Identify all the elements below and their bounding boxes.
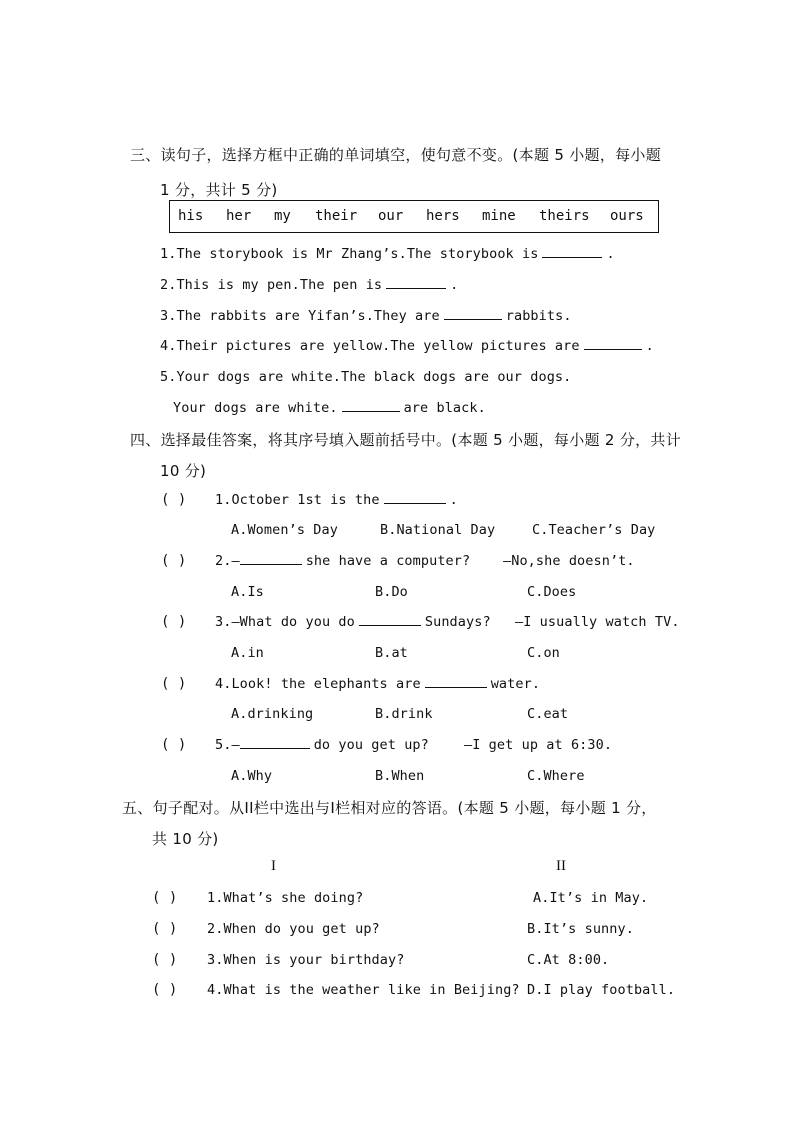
answer-blank[interactable] (584, 348, 642, 350)
s3-q1-text: 1.The storybook is Mr Zhang’s.The storybook is (160, 246, 539, 262)
s4-q2-reply: —No,she doesn’t. (503, 553, 635, 569)
s4-q2-text: 2.— (215, 553, 240, 569)
section3-heading-cont: 1 分，共计 5 分) (160, 181, 278, 199)
s4-q2-option-b: B.Do (375, 584, 408, 600)
word-item: mine (482, 208, 516, 224)
s4-q1-option-c: C.Teacher’s Day (532, 522, 656, 538)
answer-parenthesis[interactable]: ( ) (161, 676, 187, 692)
s4-q1-end: . (449, 492, 458, 508)
section5-heading: 五、句子配对。从II栏中选出与I栏相对应的答语。(本题 5 小题，每小题 1 分， (122, 799, 657, 817)
s5-answer-d: D.I play football. (527, 982, 676, 998)
s3-q3-text: 3.The rabbits are Yifan’s.They are (160, 308, 440, 324)
s3-question-2 (160, 277, 458, 293)
s3-question-3 (160, 308, 572, 324)
s4-q5-text-b: do you get up? (313, 737, 429, 753)
s3-question-4 (160, 338, 654, 354)
s3-q4-end: . (645, 338, 654, 354)
answer-parenthesis[interactable]: ( ) (161, 492, 187, 508)
s4-q3-option-a: A.in (231, 645, 264, 661)
s5-question-1: 1.What’s she doing? (207, 890, 364, 906)
s4-q3-text-b: Sundays? (424, 614, 491, 630)
column-two-label: II (556, 858, 566, 874)
word-item: his (178, 208, 204, 224)
answer-parenthesis[interactable]: ( ) (161, 737, 187, 753)
word-item: our (378, 208, 404, 224)
answer-blank[interactable] (386, 287, 446, 289)
answer-parenthesis[interactable]: ( ) (161, 614, 187, 630)
s4-question-5 (215, 737, 429, 753)
s4-q3-text: 3.—What do you do (215, 614, 355, 630)
s4-q2-option-a: A.Is (231, 584, 264, 600)
section3-heading: 三、读句子，选择方框中正确的单词填空，使句意不变。(本题 5 小题，每小题 (130, 146, 662, 164)
s4-q1-option-b: B.National Day (380, 522, 496, 538)
answer-blank[interactable] (359, 624, 421, 626)
section4-heading-cont: 10 分) (160, 462, 207, 480)
s4-q5-text: 5.— (215, 737, 240, 753)
s3-q4-text: 4.Their pictures are yellow.The yellow pictures are (160, 338, 580, 354)
s3-question-5: 5.Your dogs are white.The black dogs are our dogs. (160, 369, 572, 385)
s3-q1-end: . (606, 246, 615, 262)
answer-parenthesis[interactable]: ( ) (152, 921, 178, 937)
s4-question-3 (215, 614, 491, 630)
s5-question-4: 4.What is the weather like in Beijing? (207, 982, 520, 998)
s5-answer-a: A.It’s in May. (533, 890, 649, 906)
section4-heading: 四、选择最佳答案，将其序号填入题前括号中。(本题 5 小题，每小题 2 分，共计 (130, 431, 682, 449)
answer-blank[interactable] (444, 318, 502, 320)
s3-q5-end: are black. (403, 400, 486, 416)
s4-q5-reply: —I get up at 6:30. (464, 737, 613, 753)
s3-q2-text: 2.This is my pen.The pen is (160, 277, 383, 293)
s4-q5-option-a: A.Why (231, 768, 273, 784)
s4-q1-option-a: A.Women’s Day (231, 522, 338, 538)
s4-q4-option-a: A.drinking (231, 706, 314, 722)
s4-q5-option-b: B.When (375, 768, 425, 784)
word-item: hers (426, 208, 460, 224)
s4-q3-reply: —I usually watch TV. (515, 614, 680, 630)
column-one-label: I (271, 858, 276, 874)
s4-q1-text: 1.October 1st is the (215, 492, 380, 508)
answer-parenthesis[interactable]: ( ) (152, 982, 178, 998)
answer-parenthesis[interactable]: ( ) (152, 890, 178, 906)
word-box (169, 200, 659, 233)
answer-blank[interactable] (542, 256, 602, 258)
word-item: their (315, 208, 358, 224)
s4-q4-text: 4.Look! the elephants are (215, 676, 421, 692)
s4-q5-option-c: C.Where (527, 768, 585, 784)
s4-q4-option-b: B.drink (375, 706, 433, 722)
answer-blank[interactable] (425, 686, 487, 688)
answer-blank[interactable] (240, 747, 310, 749)
s4-q4-option-c: C.eat (527, 706, 569, 722)
s4-q3-option-b: B.at (375, 645, 408, 661)
s5-answer-c: C.At 8:00. (527, 952, 610, 968)
s4-question-2 (215, 553, 470, 569)
s3-q5-text: Your dogs are white. (173, 400, 338, 416)
word-item: theirs (539, 208, 590, 224)
s3-question-5-line2 (173, 400, 486, 416)
s3-q3-end: rabbits. (505, 308, 572, 324)
s4-q3-option-c: C.on (527, 645, 560, 661)
answer-blank[interactable] (342, 410, 400, 412)
s4-q4-text-b: water. (490, 676, 541, 692)
answer-blank[interactable] (384, 502, 446, 504)
s3-q2-end: . (450, 277, 459, 293)
word-item: my (274, 208, 291, 224)
s3-question-1 (160, 246, 615, 262)
s4-question-4 (215, 676, 540, 692)
s4-question-1 (215, 492, 458, 508)
answer-blank[interactable] (240, 563, 302, 565)
word-item: ours (610, 208, 644, 224)
answer-parenthesis[interactable]: ( ) (152, 952, 178, 968)
s4-q2-text-b: she have a computer? (305, 553, 471, 569)
word-item: her (226, 208, 252, 224)
section5-heading-cont: 共 10 分) (152, 830, 219, 848)
s4-q2-option-c: C.Does (527, 584, 577, 600)
s5-answer-b: B.It’s sunny. (527, 921, 634, 937)
s5-question-2: 2.When do you get up? (207, 921, 380, 937)
s5-question-3: 3.When is your birthday? (207, 952, 405, 968)
answer-parenthesis[interactable]: ( ) (161, 553, 187, 569)
